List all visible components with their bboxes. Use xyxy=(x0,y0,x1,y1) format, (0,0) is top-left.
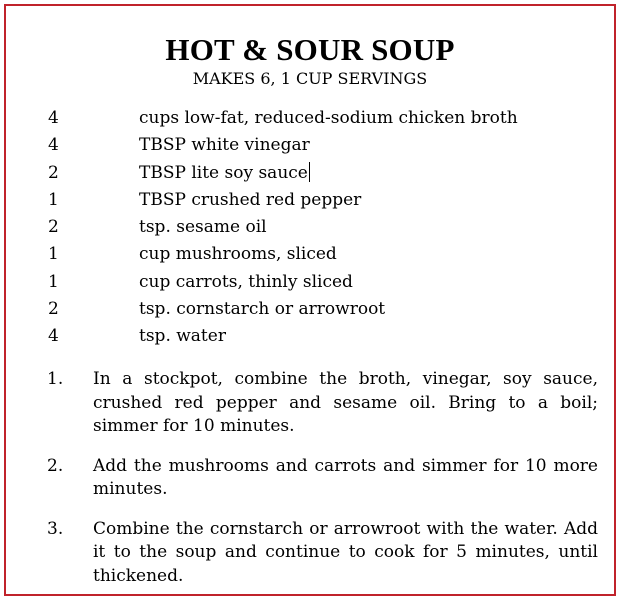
ingredient-quantity: 4 xyxy=(48,108,59,128)
ingredient-row xyxy=(6,216,614,243)
step-text[interactable]: In a stockpot, combine the broth, vinegar, soy sauce, crushed red pepper and sesame oil. Bring to a boil; simmer for 10 minutes. xyxy=(93,369,598,436)
recipe-card xyxy=(4,4,616,596)
instruction-step xyxy=(6,518,614,589)
ingredient-quantity: 2 xyxy=(48,299,59,320)
ingredient-name-with-cursor[interactable] xyxy=(139,162,310,184)
ingredient-name[interactable]: tsp. water xyxy=(139,326,226,347)
ingredient-name[interactable]: TBSP white vinegar xyxy=(139,135,310,156)
ingredient-name[interactable]: TBSP crushed red pepper xyxy=(139,189,362,210)
recipe-title: HOT & SOUR SOUP xyxy=(165,32,455,67)
ingredient-quantity: 1 xyxy=(48,271,59,292)
ingredient-quantity: 4 xyxy=(48,326,59,347)
ingredient-row xyxy=(6,298,614,325)
recipe-servings: MAKES 6, 1 CUP SERVINGS xyxy=(192,69,428,88)
instruction-step xyxy=(6,368,614,439)
ingredient-name[interactable]: cup carrots, thinly sliced xyxy=(139,271,353,292)
step-number: 1. xyxy=(47,369,64,389)
step-number: 2. xyxy=(47,455,64,476)
ingredient-quantity: 1 xyxy=(48,244,59,265)
ingredient-row xyxy=(6,162,614,189)
ingredient-name[interactable]: TBSP lite soy sauce xyxy=(139,162,308,183)
step-text[interactable]: Add the mushrooms and carrots and simmer for 10 more minutes. xyxy=(93,455,598,499)
ingredient-quantity: 4 xyxy=(48,135,59,156)
ingredient-name[interactable]: cups low-fat, reduced-sodium chicken broth xyxy=(139,108,518,128)
ingredient-row xyxy=(6,107,614,134)
ingredient-row xyxy=(6,243,614,270)
ingredient-row xyxy=(6,325,614,352)
ingredient-quantity: 2 xyxy=(48,162,59,183)
ingredient-row xyxy=(6,134,614,161)
instruction-list xyxy=(6,368,614,604)
ingredient-quantity: 2 xyxy=(48,217,59,238)
ingredient-name[interactable]: cup mushrooms, sliced xyxy=(139,244,337,265)
ingredient-quantity: 1 xyxy=(48,189,59,210)
ingredient-list xyxy=(6,107,614,353)
instruction-step xyxy=(6,455,614,502)
ingredient-name[interactable]: tsp. sesame oil xyxy=(139,217,267,238)
step-text[interactable]: Combine the cornstarch or arrowroot with the water. Add it to the soup and continue to cook for 5 minutes, until thickened. xyxy=(93,518,598,586)
ingredient-row xyxy=(6,271,614,298)
step-number: 3. xyxy=(47,518,64,539)
ingredient-name[interactable]: tsp. cornstarch or arrowroot xyxy=(139,299,386,320)
ingredient-row xyxy=(6,189,614,216)
text-cursor xyxy=(309,162,310,182)
